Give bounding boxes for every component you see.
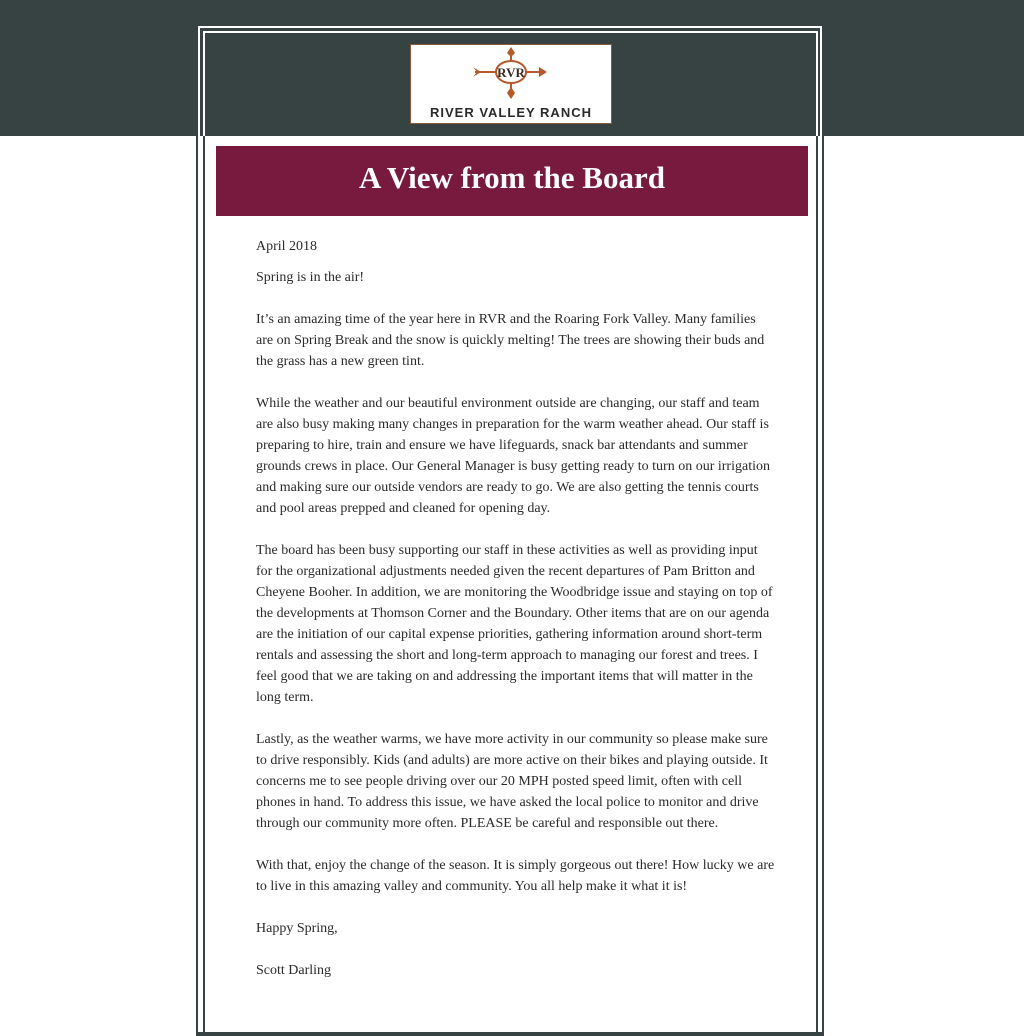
- logo-text: RIVER VALLEY RANCH: [430, 105, 592, 120]
- paragraph: The board has been busy supporting our staff in these activities as well as providing input for the organizational adjustments needed given the recent departures of Pam Britton and Cheyene Booher. In addition, we are monitoring the Woodbridge issue and staying on top of the developments at Thomson Corner and the Boundary. Other items that are on our agenda are the initiation of our capital expense priorities, gathering information around short-term rentals and assessing the short and long-term approach to managing our forest and trees. I feel good that we are taking on and addressing the important items that will matter in the long term.: [256, 543, 773, 705]
- arrow-compass-emblem-icon: [411, 45, 611, 105]
- logo-monogram: RVR: [497, 65, 525, 80]
- river-valley-ranch-logo[interactable]: [410, 44, 612, 124]
- letter-body: [256, 236, 776, 1002]
- letter-date: April 2018: [256, 239, 318, 254]
- paragraph: While the weather and our beautiful environment outside are changing, our staff and team are also busy making many changes in preparation for the warm weather ahead. Our staff is preparing to hire, train and ensure we have lifeguards, snack bar attendants and summer grounds crews in place. Our General Manager is busy getting ready to turn on our irrigation and making sure our outside vendors are ready to go. We are also getting the tennis courts and pool areas prepped and cleaned for opening day.: [256, 396, 770, 516]
- paragraph: With that, enjoy the change of the season. It is simply gorgeous out there! How lucky we are to live in this amazing valley and community. You all help make it what it is!: [256, 858, 775, 894]
- title-banner: [216, 146, 808, 216]
- paragraph: Lastly, as the weather warms, we have more activity in our community so please make sure to drive responsibly. Kids (and adults) are more active on their bikes and playing outside. It concerns me to see people driving over our 20 MPH posted speed limit, often with cell phones in hand. To address this issue, we have asked the local police to monitor and drive through our community more often. PLEASE be careful and responsible out there.: [256, 732, 768, 831]
- paragraph: Spring is in the air!: [256, 270, 365, 285]
- page-title: A View from the Board: [359, 160, 665, 195]
- signature: Scott Darling: [256, 963, 332, 978]
- closing: Happy Spring,: [256, 921, 338, 936]
- paragraph: It’s an amazing time of the year here in RVR and the Roaring Fork Valley. Many families are on Spring Break and the snow is quickly melting! The trees are showing their buds and the grass has a new green tint.: [256, 312, 765, 369]
